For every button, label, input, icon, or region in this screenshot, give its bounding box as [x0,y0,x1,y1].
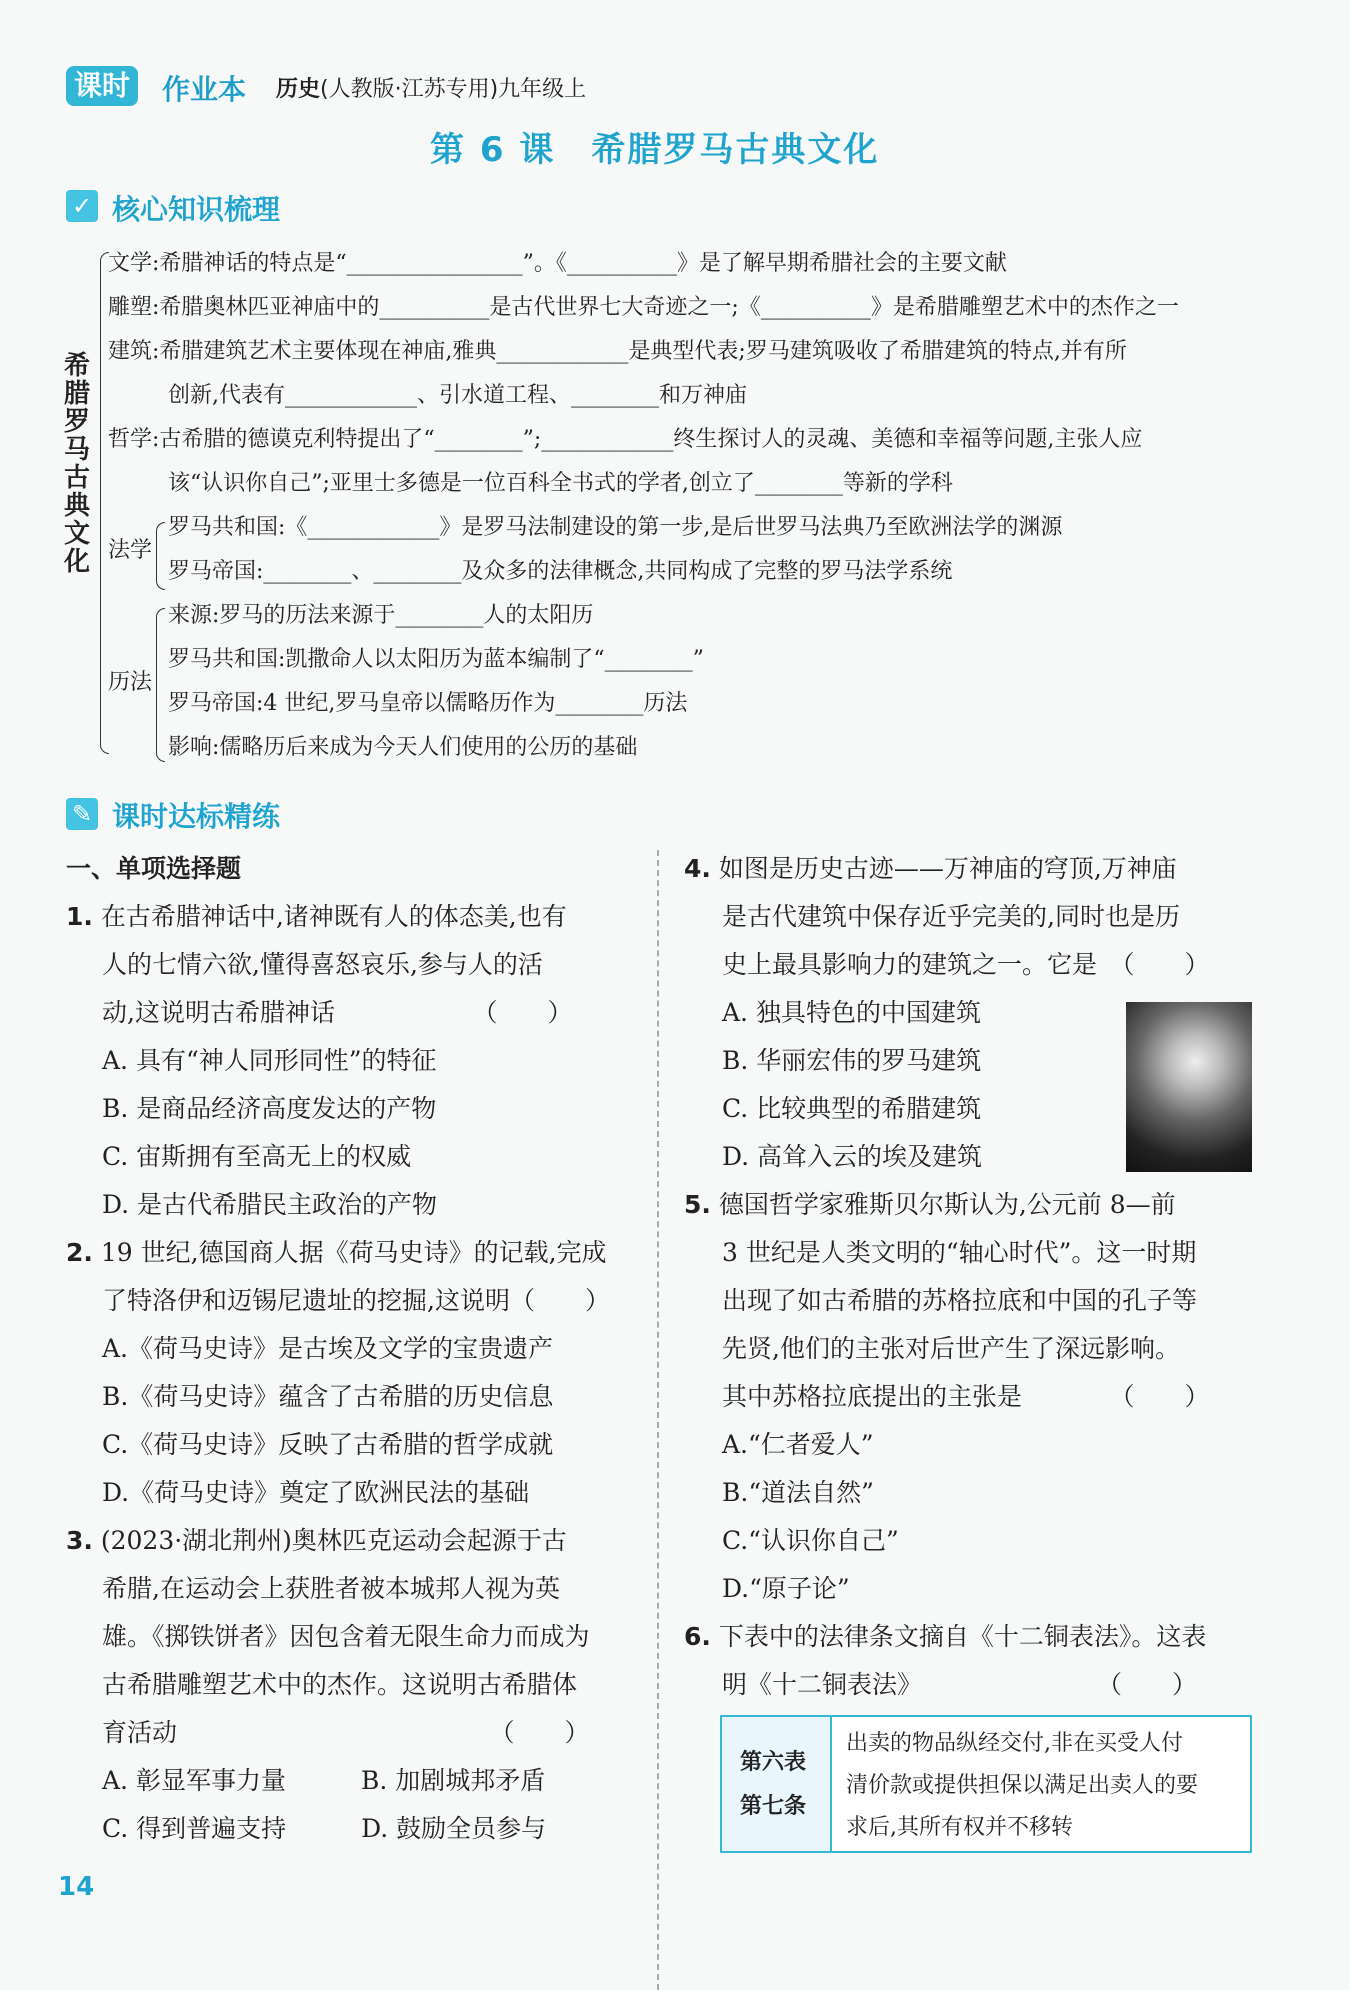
mm-line-cal-republic: 罗马共和国:凯撒命人以太阳历为蓝本编制了“________” [168,647,704,672]
law-brace [156,522,165,590]
section-title-knowledge: 核心知识梳理 [112,193,281,226]
mm-line-sculpture: 雕塑:希腊奥林匹亚神庙中的__________是古代世界七大奇迹之一;《__________》是希腊雕塑艺术中的杰作之一 [108,295,1179,320]
left-line: 3. (2023·湖北荆州)奥林匹克运动会起源于古 [66,1526,567,1555]
left-line: 人的七情六欲,懂得喜怒哀乐,参与人的活 [102,950,543,979]
left-line: 了特洛伊和迈锡尼遗址的挖掘,这说明（ ） [102,1286,610,1315]
law-text-3: 求后,其所有权并不移转 [846,1815,1073,1840]
option-4b[interactable]: B. 华丽宏伟的罗马建筑 [722,1046,982,1075]
right-line: 其中苏格拉底提出的主张是 （ ） [722,1382,1210,1411]
right-line: 明《十二铜表法》 （ ） [722,1670,1198,1699]
mm-line-cal-impact: 影响:儒略历后来成为今天人们使用的公历的基础 [168,735,638,760]
book-name: 作业本 [162,73,247,106]
right-line: 先贤,他们的主张对后世产生了深远影响。 [722,1334,1180,1363]
left-line: 雄。《掷铁饼者》因包含着无限生命力而成为 [102,1622,590,1651]
lesson-title: 第 6 课 希腊罗马古典文化 [430,130,880,170]
check-icon: ✓ [66,190,98,222]
option-4a[interactable]: A. 独具特色的中国建筑 [722,998,981,1027]
subject: 历史 [276,77,321,102]
right-line: 出现了如古希腊的苏格拉底和中国的孔子等 [722,1286,1198,1315]
right-line: 4. 如图是历史古迹——万神庙的穹顶,万神庙 [684,854,1177,883]
pantheon-dome-photo [1126,1002,1252,1172]
page-number: 14 [58,1872,95,1902]
mm-line-cal-source: 来源:罗马的历法来源于________人的太阳历 [168,603,594,628]
part-title: 一、单项选择题 [66,854,242,883]
law-head-table: 第六表 [740,1750,807,1775]
mm-line-law-republic: 罗马共和国:《____________》是罗马法制建设的第一步,是后世罗马法典乃至欧洲法学的渊源 [168,515,1063,540]
option-1a[interactable]: A. 具有“神人同形同性”的特征 [102,1046,437,1075]
law-text-2: 清价款或提供担保以满足出卖人的要 [846,1773,1199,1798]
brand-logo: 课时 [66,66,138,106]
option-5b[interactable]: B.“道法自然” [722,1478,874,1507]
option-1b[interactable]: B. 是商品经济高度发达的产物 [102,1094,437,1123]
left-line: 动,这说明古希腊神话 （ ） [102,998,573,1027]
option-5a[interactable]: A.“仁者爱人” [722,1430,874,1459]
option-3cd[interactable]: C. 得到普遍支持 D. 鼓励全员参与 [102,1814,547,1843]
option-2d[interactable]: D.《荷马史诗》奠定了欧洲民法的基础 [102,1478,530,1507]
mm-line-philosophy-2: 该“认识你自己”;亚里士多德是一位百科全书式的学者,创立了________等新的学科 [168,471,953,496]
mm-line-philosophy-1: 哲学:古希腊的德谟克利特提出了“________”;____________终生探讨人的灵魂、美德和幸福等问题,主张人应 [108,427,1143,452]
right-line: 是古代建筑中保存近乎完美的,同时也是历 [722,902,1180,931]
left-line: 古希腊雕塑艺术中的杰作。这说明古希腊体 [102,1670,578,1699]
left-line: 1. 在古希腊神话中,诸神既有人的体态美,也有 [66,902,567,931]
right-line: 3 世纪是人类文明的“轴心时代”。这一时期 [722,1238,1197,1267]
left-line: 2. 19 世纪,德国商人据《荷马史诗》的记载,完成 [66,1238,607,1267]
right-line: 6. 下表中的法律条文摘自《十二铜表法》。这表 [684,1622,1207,1651]
column-divider [657,850,659,1990]
mm-line-cal-empire: 罗马帝国:4 世纪,罗马皇帝以儒略历作为________历法 [168,691,688,716]
subject-line [276,72,586,103]
option-5c[interactable]: C.“认识你自己” [722,1526,899,1555]
option-3ab[interactable]: A. 彰显军事力量 B. 加剧城邦矛盾 [102,1766,546,1795]
option-1d[interactable]: D. 是古代希腊民主政治的产物 [102,1190,438,1219]
right-line: 史上最具影响力的建筑之一。它是 （ ） [722,950,1210,979]
option-2c[interactable]: C.《荷马史诗》反映了古希腊的哲学成就 [102,1430,554,1459]
option-2a[interactable]: A.《荷马史诗》是古埃及文学的宝贵遗产 [102,1334,554,1363]
right-line: 5. 德国哲学家雅斯贝尔斯认为,公元前 8—前 [684,1190,1176,1219]
law-label: 法学 [108,538,153,563]
section-title-practice: 课时达标精练 [112,800,281,833]
option-5d[interactable]: D.“原子论” [722,1574,850,1603]
option-4c[interactable]: C. 比较典型的希腊建筑 [722,1094,982,1123]
option-1c[interactable]: C. 宙斯拥有至高无上的权威 [102,1142,412,1171]
law-table [720,1715,1252,1853]
mm-line-architecture-2: 创新,代表有____________、引水道工程、________和万神庙 [168,383,747,408]
pencil-icon: ✎ [66,798,98,830]
law-head-article: 第七条 [740,1794,807,1819]
mindmap-root: 希腊罗马古典文化 [63,351,90,577]
calendar-label: 历法 [108,670,153,695]
calendar-brace [156,608,165,762]
option-2b[interactable]: B.《荷马史诗》蕴含了古希腊的历史信息 [102,1382,554,1411]
mm-line-literature: 文学:希腊神话的特点是“________________”。《__________》是了解早期希腊社会的主要文献 [108,251,1007,276]
law-text-1: 出卖的物品纵经交付,非在买受人付 [846,1731,1183,1756]
left-line: 育活动 （ ） [102,1718,590,1747]
mm-line-architecture-1: 建筑:希腊建筑艺术主要体现在神庙,雅典____________是典型代表;罗马建筑吸收了希腊建筑的特点,并有所 [108,339,1127,364]
mm-line-law-empire: 罗马帝国:________、________及众多的法律概念,共同构成了完整的罗马法学系统 [168,559,953,584]
law-table-head [722,1717,832,1851]
option-4d[interactable]: D. 高耸入云的埃及建筑 [722,1142,983,1171]
left-line: 希腊,在运动会上获胜者被本城邦人视为英 [102,1574,560,1603]
subject-detail: (人教版·江苏专用)九年级上 [320,77,587,102]
